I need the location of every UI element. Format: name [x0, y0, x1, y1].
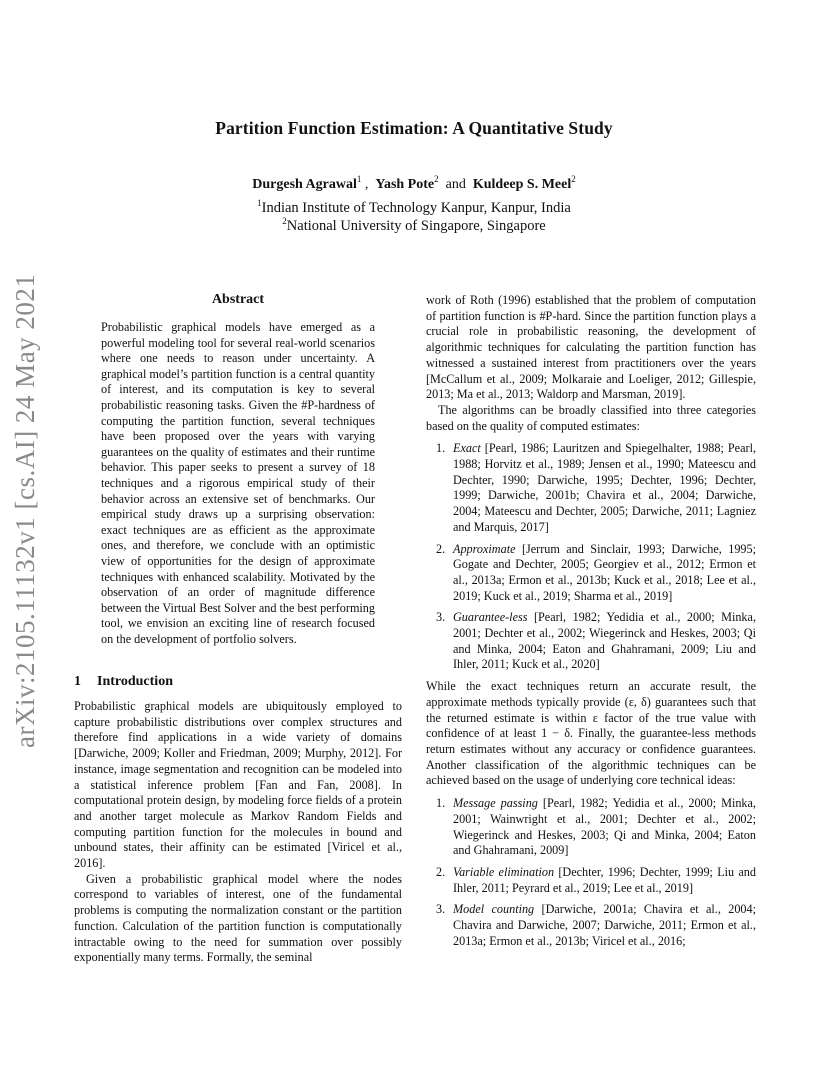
author-superscript: 2 [571, 174, 576, 184]
list-label: Variable elimination [453, 864, 555, 879]
affiliation-superscript: 1 [257, 198, 262, 208]
list-number: 3. [436, 610, 446, 625]
section-title: Introduction [97, 674, 173, 689]
author-separator: , [361, 177, 376, 192]
list-item [426, 902, 756, 949]
list-item [426, 865, 756, 896]
list-label: Model counting [453, 902, 535, 917]
list-label: Message passing [453, 796, 538, 811]
technique-list [426, 796, 756, 949]
paragraph: Probabilistic graphical models are ubiquitously employed to capture probabilistic distributions over complex structures and therefore find applications in a wide variety of domains [Darwiche, 2009; Koller and Friedman, 2009; Murphy, 2012]. For instance, image segmentation and recognition can be modeled into a statistical inference problem [Fan and Fan, 2008]. In computational protein design, by modeling force fields of a protein and another target molecule as Markov Random Fields and computing partition function for the molecules in bound and unbound states, their affinity can be estimated [Viricel et al., 2016]. [74, 699, 402, 871]
list-number: 3. [436, 902, 446, 917]
category-list [426, 441, 756, 673]
author-superscript: 1 [356, 174, 362, 184]
affiliation-text: National University of Singapore, Singapore [286, 218, 546, 234]
section-number: 1 [74, 674, 81, 689]
list-text: [Pearl, 1986; Lauritzen and Spiegelhalter, 1988; Pearl, 1988; Horvitz et al., 1989; Jensen et al., 1990; Mateescu and Dechter, 1990; Darwiche, 1995; Dechter, 1996; Dechter, 1999; Darwiche, 2001b; Chavira et al., 2004; Darwiche, 2004; Mateescu and Dechter, 2005; Darwiche, 2011; Lagniez and Marquis, 2017] [453, 441, 756, 534]
list-text: [Dechter, 1996; Dechter, 1999; Liu and Ihler, 2011; Peyrard et al., 2019; Lee et al., 2019] [453, 864, 756, 895]
list-number: 2. [436, 541, 446, 556]
paragraph: work of Roth (1996) established that the problem of computation of partition function is #P-hard. Since the partition function plays a crucial role in probabilistic reasoning, the development of algorithmic techniques for calculating the partition function has witnessed a sustained interest from practitioners over the years [McCallum et al., 2009; Molkaraie and Loeliger, 2012; Gillespie, 2013; Ma et al., 2013; Waldorp and Marsman, 2019]. [426, 293, 756, 402]
list-text: [Pearl, 1982; Yedidia et al., 2000; Minka, 2001; Dechter et al., 2002; Wiegerinck and Heskes, 2003; Qi and Minka, 2004; Eaton and Ghahramani, 2009; Liu and Ihler, 2011; Kuck et al., 2020] [453, 610, 756, 672]
paragraph: While the exact techniques return an accurate result, the approximate methods typically provide (ε, δ) guarantees such that the returned estimate is within ε factor of the true value with confidence of at least 1 − δ. Finally, the guarantee-less methods return estimates without any accuracy or confidence guarantees. Another classification of the algorithmic techniques can be achieved based on the usage of underlying core technical ideas: [426, 679, 756, 788]
author-name: Kuldeep S. Meel [472, 177, 572, 192]
list-number: 1. [436, 441, 446, 456]
author-list [0, 174, 828, 193]
paper-title: Partition Function Estimation: A Quantitative Study [215, 118, 613, 138]
abstract-body: Probabilistic graphical models have emerged as a powerful modeling tool for several real-world scenarios where one needs to reason under uncertainty. A graphical model’s partition function is a central quantity of interest, and its computation is key to several probabilistic reasoning tasks. Given the #P-hardness of computing the partition function, several techniques have been proposed over the years with varying guarantees on the quality of estimates and their runtime behavior. This paper seeks to present a survey of 18 techniques and a rigorous empirical study of their behavior across an extensive set of benchmarks. Our empirical study draws up a surprising observation: exact techniques are as efficient as the approximate ones, and therefore, we conclude with an optimistic view of opportunities for the design of approximate techniques with enhanced scalability. Motivated by the observation of an order of magnitude difference between the Virtual Best Solver and the best performing tool, we envision an exciting line of research focused on the development of portfolio solvers. [101, 320, 375, 646]
list-item [426, 610, 756, 673]
abstract-heading: Abstract [211, 292, 265, 307]
list-label: Approximate [453, 541, 516, 556]
intro-body [74, 699, 402, 966]
affiliation-text: Indian Institute of Technology Kanpur, Kanpur, India [261, 200, 571, 216]
list-item [426, 796, 756, 859]
affiliation-superscript: 2 [282, 216, 287, 226]
author-name: Durgesh Agrawal [252, 177, 357, 192]
list-text: [Jerrum and Sinclair, 1993; Darwiche, 1995; Gogate and Dechter, 2005; Georgiev et al., 2012; Ermon et al., 2013a; Ermon et al., 2013b; Kuck et al., 2018; Lee et al., 2019; Kuck et al., 2019; Sharma et al., 2019] [453, 541, 756, 603]
list-number: 2. [436, 864, 446, 879]
section-heading-introduction [74, 674, 173, 690]
list-label: Guarantee-less [453, 610, 528, 625]
right-column [426, 293, 756, 955]
affiliation [0, 216, 828, 235]
list-label: Exact [453, 441, 481, 456]
list-item [426, 441, 756, 535]
author-superscript: 2 [434, 174, 439, 184]
arxiv-stamp: arXiv:2105.11132v1 [cs.AI] 24 May 2021 [10, 273, 40, 748]
paragraph: Given a probabilistic graphical model where the nodes correspond to variables of interest, one of the fundamental problems is computing the normalization constant or the partition function. Calculation of the partition function is computationally intractable owing to the need for summation over possibly exponentially many terms. Formally, the seminal [74, 871, 402, 965]
author-name: Yash Pote [375, 177, 435, 192]
paragraph: The algorithms can be broadly classified into three categories based on the quality of computed estimates: [426, 402, 756, 433]
list-number: 1. [436, 796, 446, 811]
list-item [426, 542, 756, 605]
list-text: [Pearl, 1982; Yedidia et al., 2000; Minka, 2001; Wainwright et al., 2001; Dechter et al., 2002; Wiegerinck and Heskes, 2003; Qi and Minka, 2004; Eaton and Ghahramani, 2009] [453, 796, 756, 858]
author-separator: and [438, 177, 473, 192]
list-text: [Darwiche, 2001a; Chavira et al., 2004; Chavira and Darwiche, 2007; Darwiche, 2011; Ermon et al., 2013a; Ermon et al., 2013b; Viricel et al., 2016; [453, 902, 756, 948]
affiliation [0, 198, 828, 217]
